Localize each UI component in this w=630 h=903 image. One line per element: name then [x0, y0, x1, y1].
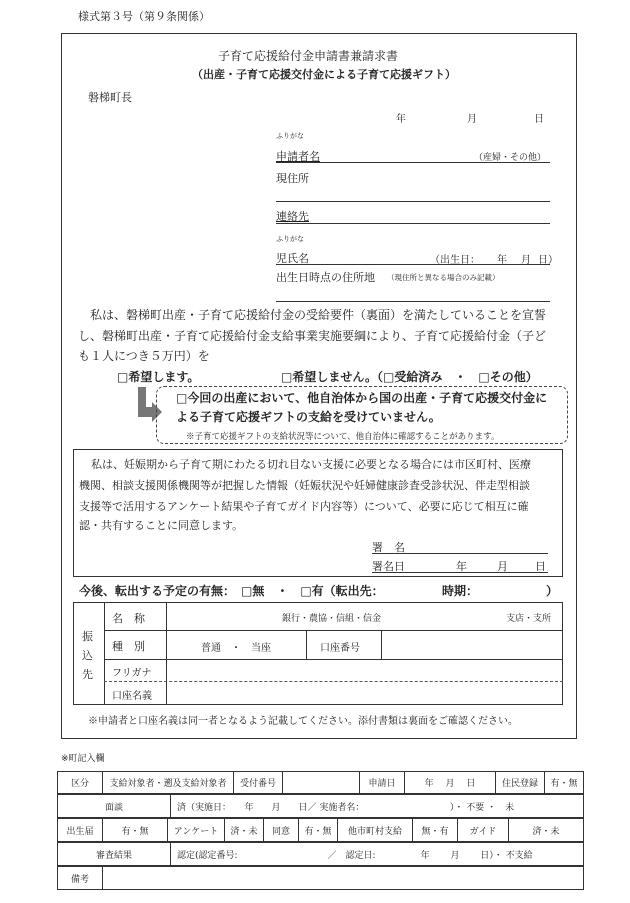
- birth-address-note: （現住所と異なる場合のみ記載）: [387, 273, 500, 282]
- office-heading: ※町記入欄: [61, 754, 105, 764]
- confirm-line-2: よる子育て応援ギフトの支給を受けていません。: [176, 410, 441, 424]
- birth-address-line: [276, 301, 550, 302]
- declaration-line-1: 私は、磐梯町出産・子育て応援給付金の受給要件（裏面）を満たしていることを宣誓: [90, 308, 547, 322]
- furigana-label: フリガナ: [112, 668, 152, 679]
- confirm-note: ※子育て応援ギフトの支給状況等について、他自治体に確認することがあります。: [186, 432, 500, 442]
- confirm-checkbox[interactable]: □今回の出産において、他自治体から国の出産・子育て応援交付金に: [176, 391, 548, 405]
- office-row-4: 審査結果 認定(認定番号: ／ 認定日: 年 月 日）・ 不支給: [58, 843, 584, 866]
- declaration-line-3: も１人につき５万円）を: [78, 349, 210, 363]
- office-row-3: 出生届 有・無 アンケート 済・未 同意 有・無 他市町村支給 無・有 ガイド 済・未: [58, 819, 584, 842]
- applicant-name-note: （産婦・その他）: [474, 153, 547, 163]
- office-table: [57, 771, 584, 794]
- sign-line: [372, 553, 548, 554]
- applicant-furigana: ふりがな: [276, 132, 304, 140]
- move-close: ）: [546, 584, 559, 598]
- bank-types[interactable]: 銀行・農協・信組・信金: [282, 614, 382, 624]
- consent-line-1: 私は、妊娠期から子育て期にわたる切れ目ない支援に必要となる場合には市区町村、医療: [91, 458, 531, 471]
- form-title: 子育て応援給付金申請書兼請求書: [218, 49, 399, 63]
- birth-month: 月: [521, 255, 531, 266]
- sign-label[interactable]: 署 名: [372, 541, 405, 554]
- no-wish-checkbox[interactable]: □希望しません。（□受給済み ・ □その他）: [281, 370, 538, 384]
- office-row-1: 区分 支給対象者・遡及支給対象者 受付番号 申請日 年 月 日 住民登録 有・無: [58, 772, 584, 794]
- account-holder-label: 口座名義: [112, 691, 152, 702]
- bank-note: ※申請者と口座名義は同一者となるよう記載してください。添付書類は裏面をご確認ください。: [88, 716, 518, 727]
- contact-label[interactable]: 連絡先: [276, 210, 309, 223]
- bank-section-label-2: 込: [82, 649, 93, 662]
- birth-year: 年: [497, 255, 507, 266]
- date-day: 日: [534, 114, 544, 125]
- sign-date-label[interactable]: 署名日: [372, 560, 405, 573]
- consent-line-2: 機関、相談支援関係機関等が把握した情報（妊娠状況や妊婦健康診査受診状況、伴走型相談: [79, 479, 530, 492]
- date-year: 年: [396, 114, 406, 125]
- applicant-name-line: [276, 162, 550, 163]
- applicant-name-label[interactable]: 申請者名: [276, 150, 320, 163]
- bank-section-label-3: 先: [82, 668, 93, 681]
- form-number: 様式第３号（第９条関係）: [78, 10, 210, 23]
- address-label[interactable]: 現住所: [276, 172, 309, 185]
- consent-line-3: 支援等で活用するアンケート結果や子育てガイド内容等）について、必要に応じて相互に確: [79, 500, 529, 513]
- account-number-label: 口座番号: [320, 643, 360, 654]
- sign-month: 月: [497, 560, 508, 573]
- consent-line-4: 認・共有することに同意します。: [79, 519, 244, 532]
- sign-day: 日: [535, 560, 546, 573]
- declaration-line-2: し、磐梯町出産・子育て応援給付金支給事業実施要綱により、子育て応援給付金（子ど: [78, 329, 547, 343]
- child-furigana: ふりがな: [276, 235, 304, 243]
- address-line: [276, 201, 550, 202]
- birth-day: 日）: [538, 255, 558, 266]
- sign-date-line: [372, 572, 548, 573]
- child-name-label[interactable]: 児氏名: [276, 252, 309, 265]
- wish-checkbox[interactable]: □希望します。: [117, 370, 200, 384]
- sign-year: 年: [456, 560, 467, 573]
- move-plan-label[interactable]: 今後、転出する予定の有無： □無 ・ □有（転出先：: [79, 584, 384, 598]
- move-timing-label[interactable]: 時期：: [442, 584, 479, 598]
- account-type-options[interactable]: 普通 ・ 当座: [201, 643, 271, 654]
- child-name-line: [276, 264, 550, 265]
- bank-name-label: 名 称: [112, 612, 145, 625]
- contact-line: [276, 223, 550, 224]
- office-row-5: 備考: [58, 867, 584, 890]
- birth-address-label[interactable]: 出生日時点の住所地: [276, 271, 375, 284]
- birth-prefix: （出生日：: [430, 255, 480, 266]
- office-row-2: 面談 済（実施日： 年 月 日／ 実施者名： ）・ 不要 ・ 未: [58, 795, 584, 818]
- branch-types[interactable]: 支店・支所: [506, 614, 552, 624]
- form-subtitle: （出産・子育て応援交付金による子育て応援ギフト）: [192, 68, 456, 81]
- date-month: 月: [467, 114, 477, 125]
- addressee: 磐梯町長: [88, 91, 132, 104]
- bank-section-label-1: 振: [82, 630, 93, 643]
- account-type-label: 種 別: [112, 640, 145, 653]
